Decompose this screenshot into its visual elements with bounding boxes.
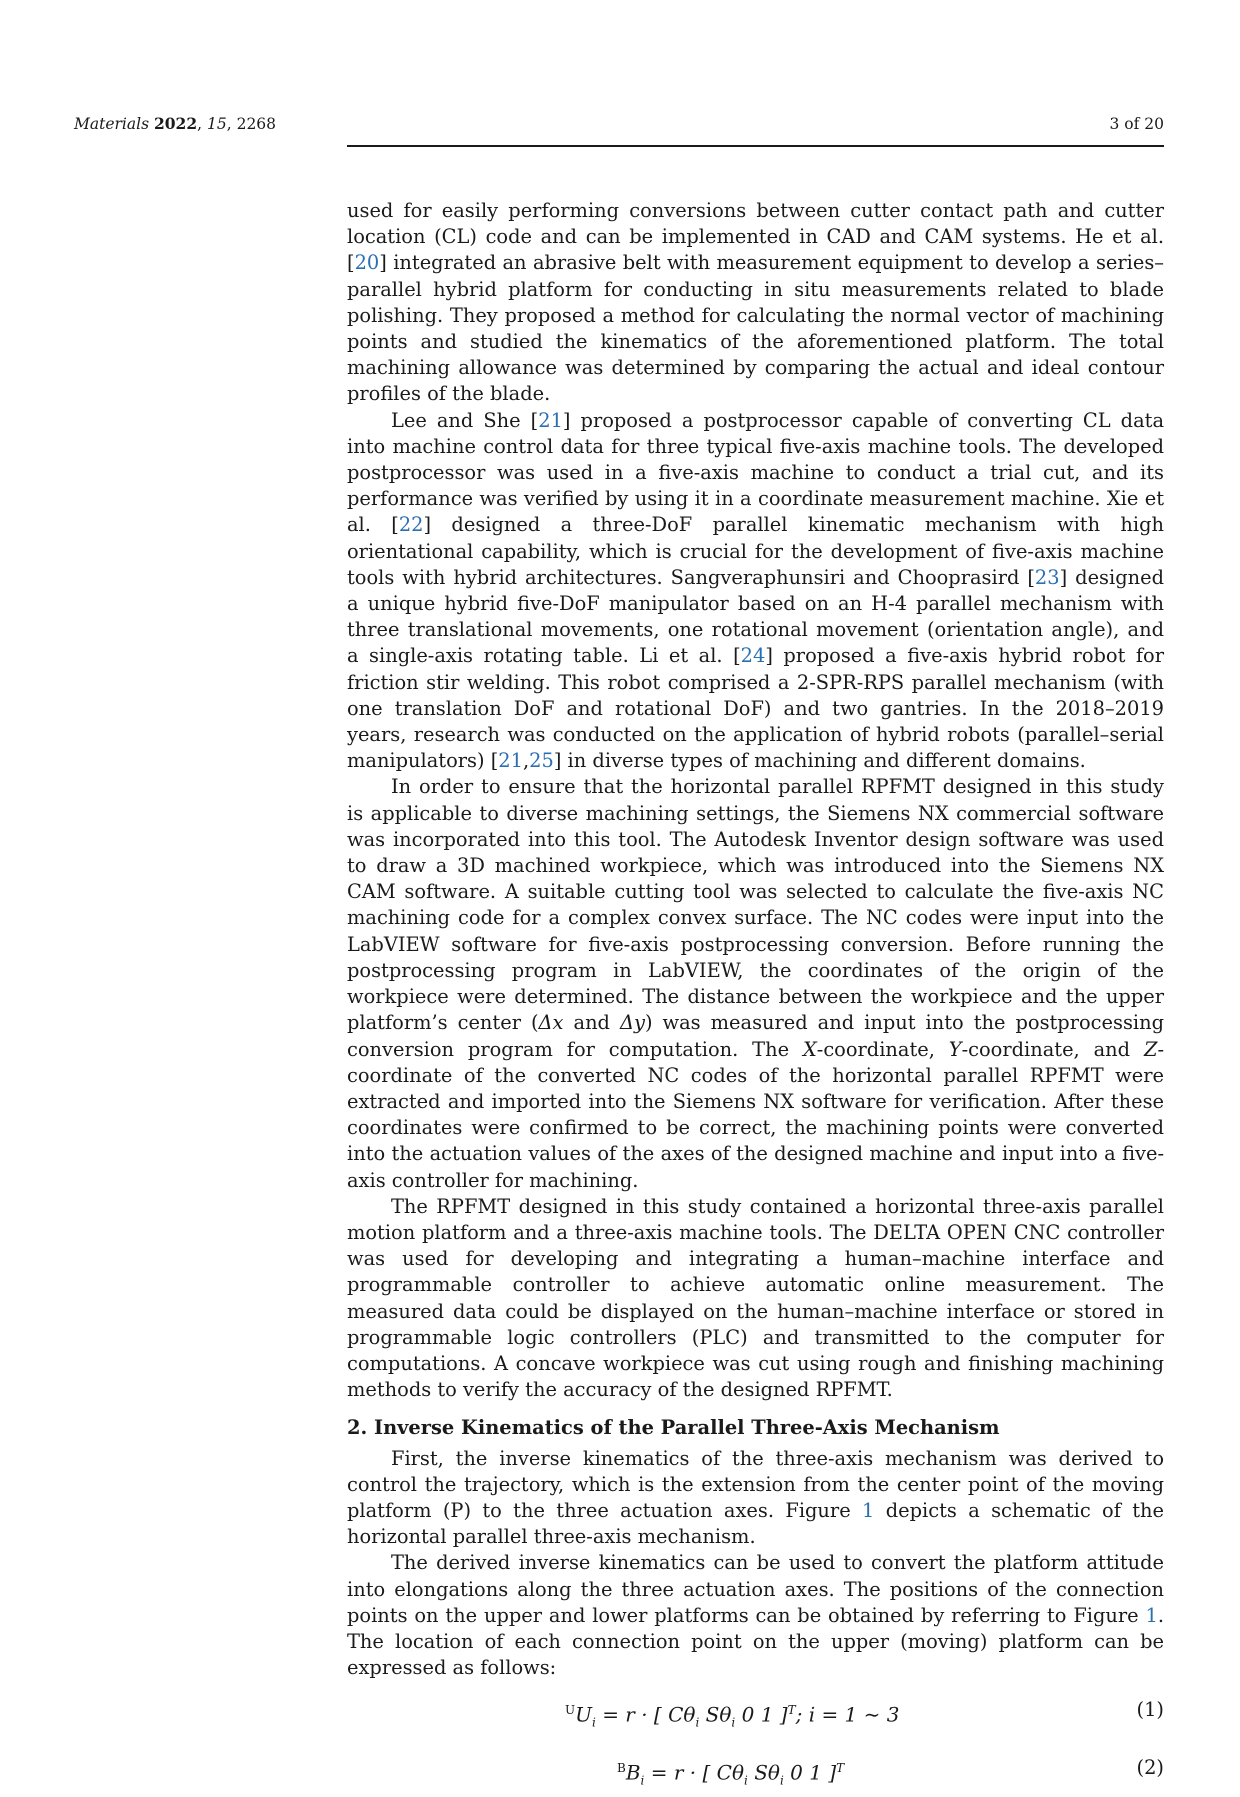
math-delta-x: Δx <box>538 1011 564 1035</box>
page-number: 3 of 20 <box>1109 115 1164 133</box>
eq-text: = r · [ Cθ <box>602 1703 696 1728</box>
text-run: used for easily performing conversions between cutter contact path and cutter location (CL) code and can be implemented in CAD and CAM systems. He et al. [ <box>347 199 1164 275</box>
text-run: ] proposed a five-axis hybrid robot for friction stir welding. This robot comprised a 2-SPR-RPS parallel mechanism (with one translation DoF and rotational DoF) and two gantries. In the 2018–2019 years, research was conducted on the application of hybrid robots (parallel–serial manipulators) [ <box>347 644 1164 773</box>
text-run: ] integrated an abrasive belt with measurement equipment to develop a series–parallel hybrid platform for conducting in situ measurements related to blade polishing. They proposed a method for calculating the normal vector of machining points and studied the kinematics of the aforementioned platform. The total machining allowance was determined by comparing the actual and ideal contour profiles of the blade. <box>347 251 1164 406</box>
article-body <box>347 198 1164 1797</box>
text-run: depicts a schematic of the horizontal parallel three-axis mechanism. <box>347 1498 1164 1549</box>
citation-link[interactable]: 24 <box>740 644 766 668</box>
text-run: , <box>522 749 530 773</box>
paragraph-1 <box>347 198 1164 408</box>
text-run: -coordinate, and <box>961 1037 1144 1061</box>
equation-1 <box>347 1687 1164 1739</box>
text-run: The derived inverse kinematics can be used to convert the platform attitude into elongations along the three actuation axes. The positions of the connection points on the upper and lower platforms can be obtained by referring to Figure <box>347 1551 1164 1627</box>
equation-2 <box>347 1745 1164 1797</box>
eq-superscript: T <box>787 1703 796 1718</box>
citation-link[interactable]: 25 <box>529 749 554 773</box>
paragraph-2 <box>347 408 1164 775</box>
eq-text: 0 1 ] <box>783 1761 837 1786</box>
text-run: First, the inverse kinematics of the three-axis mechanism was derived to control the trajectory, which is the extension from the center point of the moving platform (P) to the three actuation axes. Figure <box>347 1446 1164 1522</box>
equation-number: (2) <box>1136 1756 1164 1780</box>
eq-subscript: i <box>591 1716 596 1731</box>
equation-body <box>565 1697 899 1736</box>
journal-volume: 15 <box>206 115 227 133</box>
citation-link[interactable]: 23 <box>1034 565 1060 589</box>
eq-text: = r · [ Cθ <box>650 1761 744 1786</box>
figure-link[interactable]: 1 <box>862 1498 875 1522</box>
paragraph-4: The RPFMT designed in this study contained a horizontal three-axis parallel motion platform and a three-axis machine tools. The DELTA OPEN CNC controller was used for developing and integrating a human–machine interface and programmable controller to achieve automatic online measurement. The measured data could be displayed on the human–machine interface or stored in programmable logic controllers (PLC) and transmitted to the computer for computations. A concave workpiece was cut using rough and finishing machining methods to verify the accuracy of the designed RPFMT. <box>347 1194 1164 1402</box>
equation-number: (1) <box>1136 1698 1164 1722</box>
text-run: ] designed a unique hybrid five-DoF manipulator based on an H-4 parallel mechanism with three translational movements, one rotational movement (orientation angle), and a single-axis rotating table. Li et al. [ <box>347 565 1164 668</box>
figure-link[interactable]: 1 <box>1145 1603 1158 1627</box>
text-run: Lee and She [ <box>391 408 539 432</box>
journal-name: Materials <box>74 115 150 133</box>
eq-superscript: T <box>836 1761 845 1776</box>
citation-link[interactable]: 22 <box>398 513 424 537</box>
eq-text: Sθ <box>747 1761 780 1786</box>
eq-subscript: i <box>744 1774 748 1789</box>
text-run: ) was measured and input into the postprocessing conversion program for computation. The <box>347 1011 1165 1061</box>
eq-subscript: i <box>640 1774 645 1789</box>
eq-superscript: U <box>565 1703 576 1718</box>
text-run: ] in diverse types of machining and different domains. <box>553 749 1086 773</box>
citation-link[interactable]: 21 <box>498 749 523 773</box>
text-run: In order to ensure that the horizontal parallel RPFMT designed in this study is applicable to diverse machining settings, the Siemens NX commercial software was incorporated into this tool. The Autodesk Inventor design software was used to draw a 3D machined workpiece, which was introduced into the Siemens NX CAM software. A suitable cutting tool was selected to calculate the five-axis NC machining code for a complex convex surface. The NC codes were input into the LabVIEW software for five-axis postprocessing conversion. Before running the postprocessing program in LabVIEW, the coordinates of the origin of the workpiece were determined. The distance between the workpiece and the upper platform’s center ( <box>347 775 1164 1035</box>
citation-link[interactable]: 20 <box>354 251 380 275</box>
equation-body <box>617 1755 844 1794</box>
eq-symbol: B <box>625 1761 641 1786</box>
paragraph-5 <box>347 1446 1164 1551</box>
math-z: Z <box>1143 1037 1158 1061</box>
eq-superscript: B <box>617 1761 626 1776</box>
text-run: -coordinate of the converted NC codes of the horizontal parallel RPFMT were extracted and imported into the Siemens NX software for verification. After these coordinates were confirmed to be correct, the machining points were converted into the actuation values of the axes of the designed machine and input into a five-axis controller for machining. <box>347 1037 1164 1192</box>
eq-subscript: i <box>731 1716 736 1731</box>
eq-symbol: U <box>575 1703 592 1728</box>
text-run: ] designed a three-DoF parallel kinematic mechanism with high orientational capability, which is crucial for the development of five-axis machine tools with hybrid architectures. Sangveraphunsiri and Chooprasird [ <box>347 513 1165 589</box>
math-x: X <box>802 1037 817 1061</box>
header-rule <box>347 145 1164 147</box>
eq-subscript: i <box>695 1716 700 1731</box>
journal-article: 2268 <box>236 115 277 133</box>
eq-text: Sθ <box>699 1703 732 1728</box>
text-run: . The location of each connection point on the upper (moving) platform can be expressed as follows: <box>347 1603 1164 1680</box>
paragraph-6 <box>347 1550 1164 1681</box>
text-run: and <box>563 1011 620 1035</box>
eq-condition: ; i = 1 ∼ 3 <box>795 1703 900 1728</box>
math-delta-y: Δy <box>619 1011 645 1035</box>
section-heading: 2. Inverse Kinematics of the Parallel Three-Axis Mechanism <box>347 1416 1000 1440</box>
journal-year: 2022 <box>153 114 198 133</box>
text-run: -coordinate, <box>816 1037 949 1061</box>
paragraph-3 <box>347 774 1164 1193</box>
eq-text: 0 1 ] <box>735 1703 788 1728</box>
text-run: ] proposed a postprocessor capable of converting CL data into machine control data for three typical five-axis machine tools. The developed postprocessor was used in a five-axis machine to conduct a trial cut, and its performance was verified by using it in a coordinate measurement machine. Xie et al. [ <box>347 408 1165 537</box>
journal-citation: Materials 2022, 15, 2268 <box>74 114 277 133</box>
math-y: Y <box>948 1037 962 1061</box>
citation-link[interactable]: 21 <box>538 408 563 432</box>
eq-subscript: i <box>779 1774 784 1789</box>
